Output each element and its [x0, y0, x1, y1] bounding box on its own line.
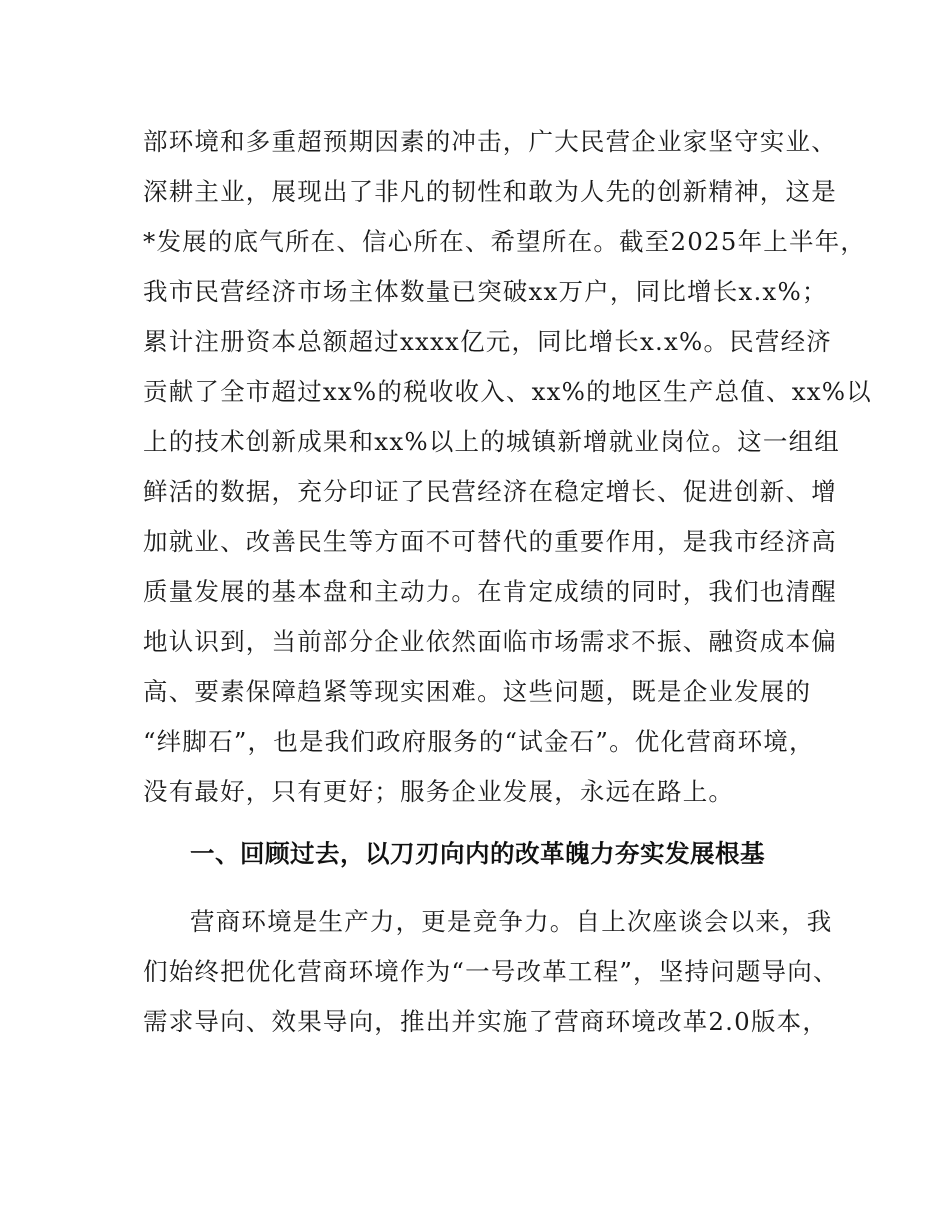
paragraph-1-line: 上的技术创新成果和xx%以上的城镇新增就业岗位。这一组组: [143, 427, 841, 456]
paragraph-2-line: 营商环境是生产力，更是竞争力。自上次座谈会以来，我: [190, 907, 833, 936]
paragraph-1-line: 没有最好，只有更好；服务企业发展，永远在路上。: [143, 777, 735, 806]
paragraph-1-line: 我市民营经济市场主体数量已突破xx万户，同比增长x.x%；: [143, 277, 828, 306]
paragraph-2-line: 需求导向、效果导向，推出并实施了营商环境改革2.0版本，: [143, 1007, 829, 1036]
paragraph-1-line: 鲜活的数据，充分印证了民营经济在稳定增长、促进创新、增: [143, 477, 837, 506]
paragraph-1-line: 深耕主业，展现出了非凡的韧性和敢为人先的创新精神，这是: [143, 177, 837, 206]
paragraph-1-line: 累计注册资本总额超过xxxx亿元，同比增长x.x%。民营经济: [143, 327, 832, 356]
paragraph-1-line: 贡献了全市超过xx%的税收收入、xx%的地区生产总值、xx%以: [143, 377, 872, 406]
paragraph-1-line: *发展的底气所在、信心所在、希望所在。截至2025年上半年，: [143, 227, 867, 256]
paragraph-1-line: 加就业、改善民生等方面不可替代的重要作用，是我市经济高: [143, 527, 837, 556]
paragraph-1-line: 部环境和多重超预期因素的冲击，广大民营企业家坚守实业、: [143, 127, 837, 156]
section-heading: 一、回顾过去，以刀刃向内的改革魄力夯实发展根基: [190, 839, 765, 868]
paragraph-2-line: 们始终把优化营商环境作为“一号改革工程”，坚持问题导向、: [143, 957, 839, 986]
paragraph-1-line: “绊脚石”，也是我们政府服务的“试金石”。优化营商环境，: [143, 727, 815, 756]
paragraph-1-line: 质量发展的基本盘和主动力。在肯定成绩的同时，我们也清醒: [143, 577, 837, 606]
paragraph-1-line: 高、要素保障趋紧等现实困难。这些问题，既是企业发展的: [143, 677, 812, 706]
paragraph-1-line: 地认识到，当前部分企业依然面临市场需求不振、融资成本偏: [143, 627, 837, 656]
